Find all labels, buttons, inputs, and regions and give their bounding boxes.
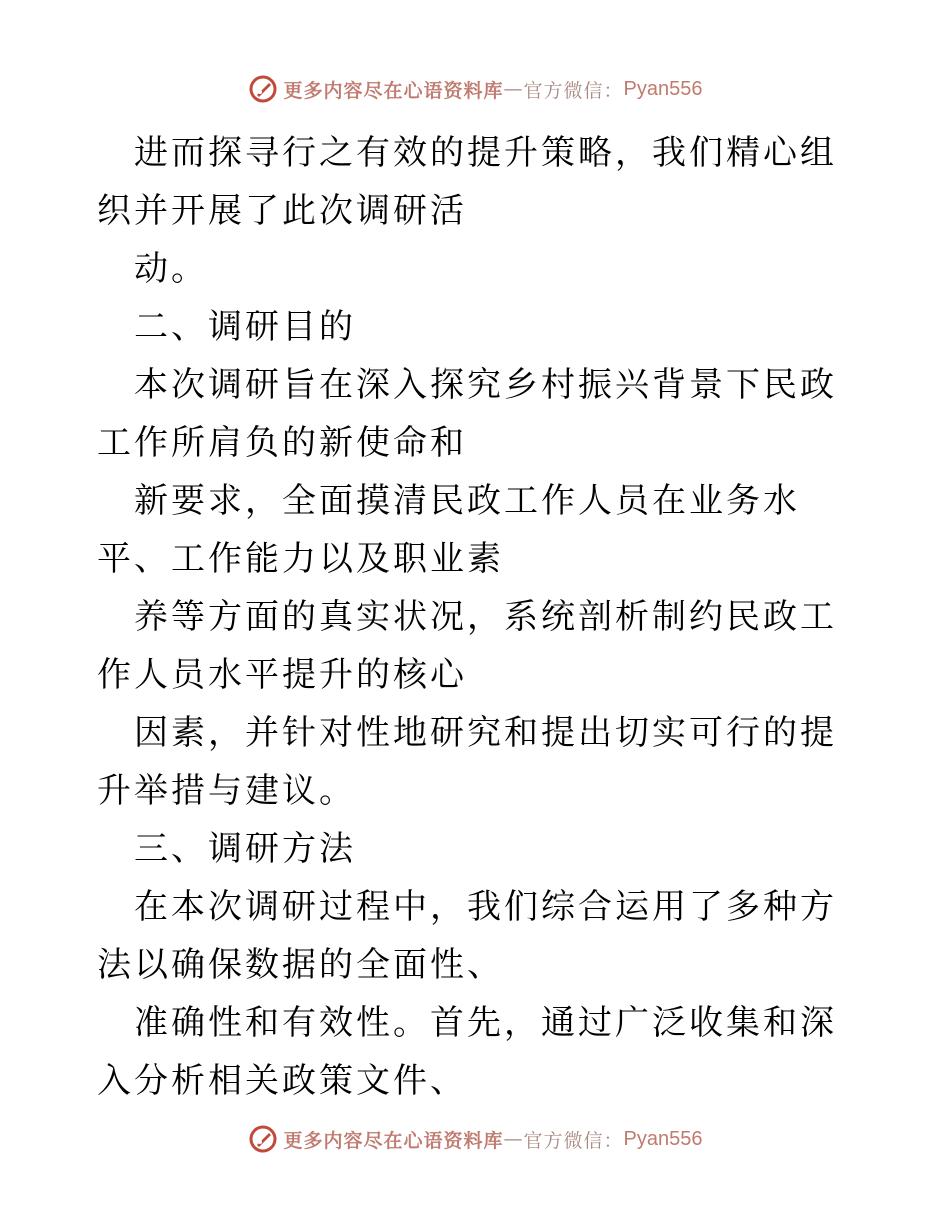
pen-logo-icon	[248, 1124, 278, 1154]
paragraph: 在本次调研过程中，我们综合运用了多种方法以确保数据的全面性、	[97, 887, 837, 985]
watermark-id: Pyan556	[623, 1127, 703, 1150]
watermark-id: Pyan556	[623, 77, 703, 100]
watermark-sub-text: 官方微信：	[523, 79, 624, 102]
section-heading: 二、调研目的	[134, 307, 356, 347]
watermark-main-text: 更多内容尽在心语资料库	[283, 1129, 504, 1152]
paragraph: 准确性和有效性。首先，通过广泛收集和深入分析相关政策文件、	[97, 1003, 837, 1101]
section-heading: 三、调研方法	[134, 829, 356, 869]
pen-logo-icon	[248, 74, 278, 104]
paragraph: 动。	[134, 249, 208, 289]
watermark-footer	[0, 1124, 950, 1154]
paragraph: 本次调研旨在深入探究乡村振兴背景下民政工作所肩负的新使命和	[97, 365, 837, 463]
watermark-header	[0, 74, 950, 104]
paragraph: 养等方面的真实状况，系统剖析制约民政工作人员水平提升的核心	[97, 597, 837, 695]
watermark-main-text: 更多内容尽在心语资料库	[283, 79, 504, 102]
watermark-sub-text: 官方微信：	[523, 1129, 624, 1152]
paragraph: 新要求，全面摸清民政工作人员在业务水平、工作能力以及职业素	[97, 481, 800, 579]
paragraph: 进而探寻行之有效的提升策略，我们精心组织并开展了此次调研活	[97, 133, 837, 231]
watermark-dash: —	[503, 1128, 524, 1150]
document-body	[97, 124, 857, 1110]
paragraph: 因素，并针对性地研究和提出切实可行的提升举措与建议。	[97, 713, 837, 811]
watermark-dash: —	[503, 78, 524, 100]
